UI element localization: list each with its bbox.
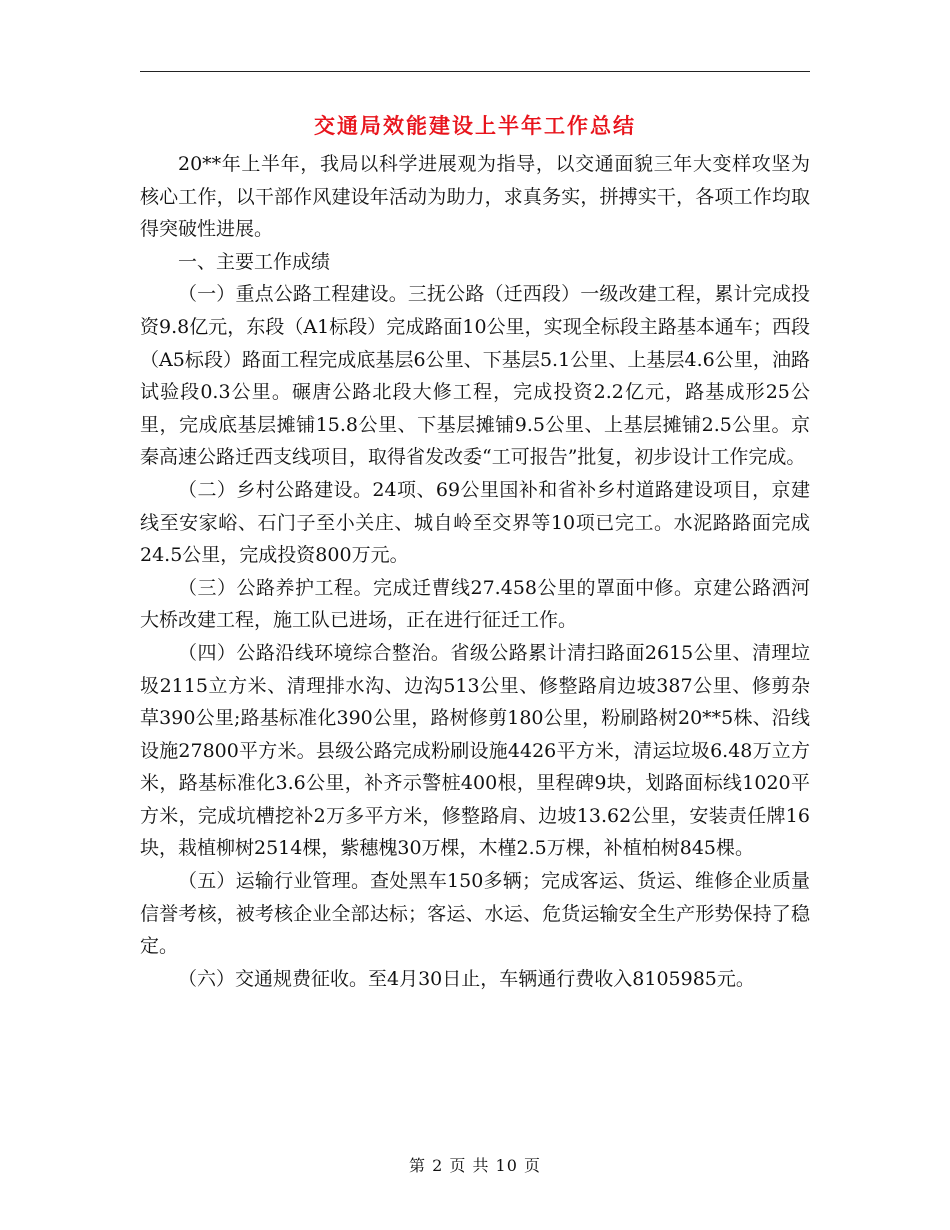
document-title: 交通局效能建设上半年工作总结	[314, 113, 636, 138]
paragraph-maintenance: （三）公路养护工程。完成迁曹线27.458公里的罩面中修。京建公路洒河大桥改建工程，施工队已进场，正在进行征迁工作。	[140, 576, 810, 632]
paragraph-rural-roads: （二）乡村公路建设。24项、69公里国补和省补乡村道路建设项目，京建线至安家峪、石门子至小关庄、城自岭至交界等10项已完工。水泥路路面完成24.5公里，完成投资800万元。	[140, 478, 810, 567]
paragraph-transport-management: （五）运输行业管理。查处黑车150多辆；完成客运、货运、维修企业质量信誉考核，被考核企业全部达标；客运、水运、危货运输安全生产形势保持了稳定。	[140, 870, 810, 958]
paragraph-fee-collection: （六）交通规费征收。至4月30日止，车辆通行费收入8105985元。	[178, 967, 755, 990]
page-number: 第 2 页 共 10 页	[409, 1156, 541, 1175]
document-body	[140, 148, 810, 995]
section-heading: 一、主要工作成绩	[178, 250, 331, 273]
header-rule	[140, 71, 810, 72]
paragraph-intro: 20**年上半年，我局以科学进展观为指导，以交通面貌三年大变样攻坚为核心工作，以干部作风建设年活动为助力，求真务实，拼搏实干，各项工作均取得突破性进展。	[140, 153, 810, 241]
paragraph-key-roads: （一）重点公路工程建设。三抚公路（迁西段）一级改建工程，累计完成投资9.8亿元，东段（A1标段）完成路面10公里，实现全标段主路基本通车；西段（A5标段）路面工程完成底基层6公里、下基层5.1公里、上基层4.6公里，油路试验段0.3公里。碾唐公路北段大修工程，完成投资2.2亿元，路基成形25公里，完成底基层摊铺15.8公里、下基层摊铺9.5公里、上基层摊铺2.5公里。京秦高速公路迁西支线项目，取得省发改委“工可报告”批复，初步设计工作完成。	[140, 283, 810, 469]
paragraph-environment: （四）公路沿线环境综合整治。省级公路累计清扫路面2615公里、清理垃圾2115立方米、清理排水沟、边沟513公里、修整路肩边坡387公里、修剪杂草390公里;路基标准化390公里，路树修剪180公里，粉刷路树20**5株、沿线设施27800平方米。县级公路完成粉刷设施4426平方米，清运垃圾6.48万立方米，路基标准化3.6公里，补齐示警桩400根，里程碑9块，划路面标线1020平方米，完成坑槽挖补2万多平方米，修整路肩、边坡13.62公里，安装责任牌16块，栽植柳树2514棵，紫穗槐30万棵，木槿2.5万棵，补植柏树845棵。	[140, 641, 810, 860]
